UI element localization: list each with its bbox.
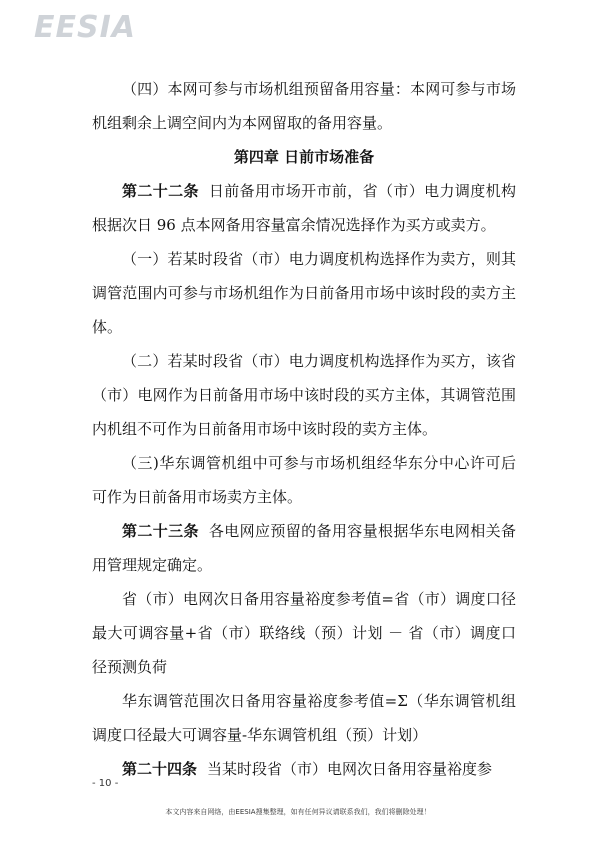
eesia-logo: EESIA <box>34 10 136 45</box>
article-24-label: 第二十四条 <box>122 760 198 778</box>
chapter-heading: 第四章 日前市场准备 <box>233 148 375 166</box>
document-body <box>92 72 516 786</box>
formula-provincial: 省（市）电网次日备用容量裕度参考值=省（市）调度口径最大可调容量+省（市）联络线（预）计划 － 省（市）调度口径预测负荷 <box>92 590 516 676</box>
paragraph-buyer-case: （二）若某时段省（市）电力调度机构选择作为买方，该省（市）电网作为日前备用市场中该时段的买方主体，其调管范围内机组不可作为日前备用市场中该时段的卖方主体。 <box>92 352 516 438</box>
formula-east-china: 华东调管范围次日备用容量裕度参考值=Σ（华东调管机组调度口径最大可调容量-华东调管机组（预）计划） <box>92 692 516 744</box>
article-24-text: 当某时段省（市）电网次日备用容量裕度参 <box>207 760 493 778</box>
footer-disclaimer: 本文内容来自网络，由EESIA搜集整理，如有任何异议请联系我们，我们将删除处理！ <box>165 808 431 816</box>
article-22-text: 日前备用市场开市前，省（市）电力调度机构根据次日 96 点本网备用容量富余情况选择作为买方或卖方。 <box>92 182 516 234</box>
paragraph-east-china-units: （三)华东调管机组中可参与市场机组经华东分中心许可后可作为日前备用市场卖方主体。 <box>92 454 516 506</box>
article-22-label: 第二十二条 <box>122 182 199 200</box>
article-23-label: 第二十三条 <box>122 522 199 540</box>
paragraph-reserve-capacity: （四）本网可参与市场机组预留备用容量：本网可参与市场机组剩余上调空间内为本网留取的备用容量。 <box>92 80 516 132</box>
article-23 <box>92 514 516 582</box>
article-22 <box>92 174 516 242</box>
article-24 <box>92 752 516 786</box>
page-number: - 10 - <box>92 778 119 789</box>
article-23-text: 各电网应预留的备用容量根据华东电网相关备用管理规定确定。 <box>92 522 516 574</box>
paragraph-seller-case: （一）若某时段省（市）电力调度机构选择作为卖方，则其调管范围内可参与市场机组作为日前备用市场中该时段的卖方主体。 <box>92 250 516 336</box>
